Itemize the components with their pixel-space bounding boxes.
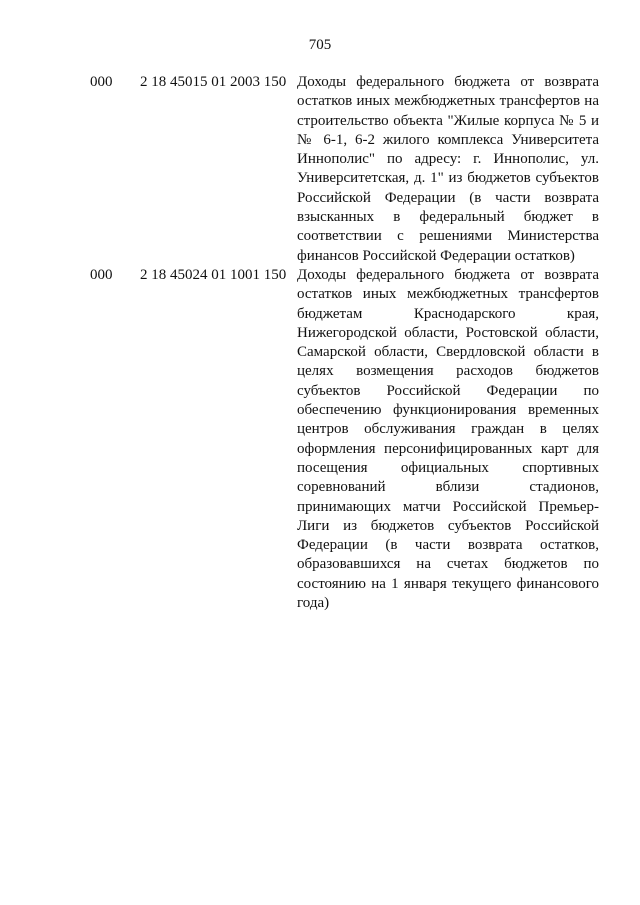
page-number: 705 xyxy=(308,37,332,53)
budget-classification-code: 2 18 45024 01 1001 150 xyxy=(140,266,287,283)
table-row xyxy=(90,73,610,266)
income-description: Доходы федерального бюджета от возврата остатков иных межбюджетных трансфертов бюджетам Краснодарского края, Нижегородской области, Ростовской области, Самарской области, Свердловской области в целях возмещения расходов бюджетов субъектов Российской Федерации по обеспечению функционирования временных центров обслуживания граждан в целях оформления персонифицированных карт для посещения официальных спортивных соревнований вблизи стадионов, принимающих матчи Российской Премьер-Лиги из бюджетов субъектов Российской Федерации (в части возврата остатков, образовавшихся на счетах бюджетов по состоянию на 1 января текущего финансового года) xyxy=(297,266,599,612)
budget-classification-code: 2 18 45015 01 2003 150 xyxy=(140,74,287,90)
income-description: Доходы федерального бюджета от возврата остатков иных межбюджетных трансфертов на строительство объекта "Жилые корпуса № 5 и № 6-1, 6-2 жилого комплекса Университета Иннополис" по адресу: г. Иннополис, ул. Университетская, д. 1" из бюджетов субъектов Российской Федерации (в части возврата взысканных в федеральный бюджет в соответствии с решениями Министерства финансов Российской Федерации остатков) xyxy=(297,74,599,264)
admin-code: 000 xyxy=(90,74,113,90)
budget-code-table xyxy=(90,73,610,613)
admin-code: 000 xyxy=(90,266,113,283)
table-row xyxy=(90,266,610,613)
